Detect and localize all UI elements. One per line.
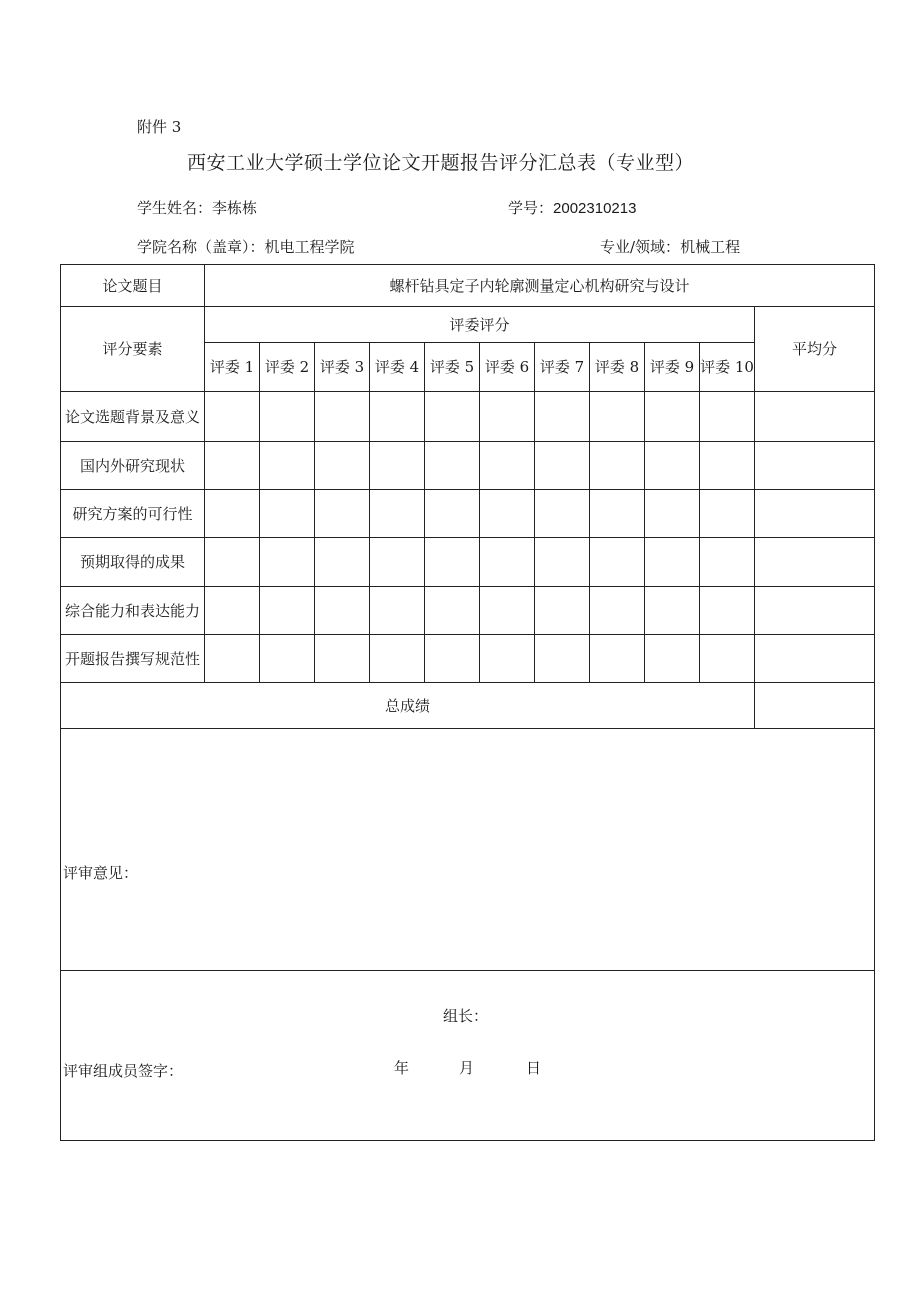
score-cell-judge-2[interactable]: [260, 442, 315, 490]
judge-header-6: 评委 6: [480, 343, 535, 392]
average-header: 平均分: [755, 307, 875, 392]
score-cell-judge-6[interactable]: [480, 635, 535, 683]
score-cell-judge-5[interactable]: [425, 587, 480, 635]
score-cell-judge-6[interactable]: [480, 538, 535, 587]
score-cell-judge-3[interactable]: [315, 587, 370, 635]
score-cell-judge-3[interactable]: [315, 538, 370, 587]
score-cell-judge-9[interactable]: [645, 442, 700, 490]
student-id-row: [508, 197, 636, 218]
members-cell[interactable]: [61, 971, 875, 1141]
score-cell-judge-9[interactable]: [645, 490, 700, 538]
score-cell-judge-3[interactable]: [315, 490, 370, 538]
score-cell-judge-6[interactable]: [480, 442, 535, 490]
major-label: 专业/领域：: [600, 238, 681, 256]
average-score-cell[interactable]: [755, 392, 875, 442]
score-cell-judge-5[interactable]: [425, 442, 480, 490]
review-label: 评审意见：: [63, 863, 139, 882]
student-id-label: 学号：: [508, 199, 554, 217]
score-cell-judge-7[interactable]: [535, 538, 590, 587]
student-name-value: 李栋栋: [212, 199, 258, 217]
review-row: [61, 729, 875, 971]
score-cell-judge-10[interactable]: [700, 490, 755, 538]
score-cell-judge-10[interactable]: [700, 538, 755, 587]
score-cell-judge-8[interactable]: [590, 490, 645, 538]
total-label: 总成绩: [61, 683, 755, 729]
attachment-label: 附件 3: [137, 118, 182, 136]
score-cell-judge-2[interactable]: [260, 538, 315, 587]
score-cell-judge-7[interactable]: [535, 490, 590, 538]
student-id-value: 2002310213: [553, 200, 637, 217]
score-cell-judge-6[interactable]: [480, 490, 535, 538]
page-title: 西安工业大学硕士学位论文开题报告评分汇总表（专业型）: [187, 152, 695, 174]
college-label: 学院名称（盖章）：: [137, 238, 265, 256]
score-cell-judge-2[interactable]: [260, 635, 315, 683]
score-cell-judge-4[interactable]: [370, 635, 425, 683]
score-cell-judge-1[interactable]: [205, 392, 260, 442]
student-name-row: [137, 197, 257, 218]
score-cell-judge-4[interactable]: [370, 587, 425, 635]
score-cell-judge-10[interactable]: [700, 442, 755, 490]
criteria-row: [61, 490, 875, 538]
major-value: 机械工程: [680, 238, 741, 256]
score-cell-judge-9[interactable]: [645, 392, 700, 442]
judge-header-1: 评委 1: [205, 343, 260, 392]
score-cell-judge-5[interactable]: [425, 538, 480, 587]
members-row: [61, 971, 875, 1141]
score-cell-judge-3[interactable]: [315, 635, 370, 683]
score-cell-judge-7[interactable]: [535, 635, 590, 683]
score-cell-judge-4[interactable]: [370, 538, 425, 587]
topic-row: [61, 265, 875, 307]
criteria-label: 研究方案的可行性: [61, 490, 205, 538]
criteria-row: [61, 392, 875, 442]
criteria-header: 评分要素: [61, 307, 205, 392]
score-cell-judge-1[interactable]: [205, 587, 260, 635]
score-cell-judge-7[interactable]: [535, 587, 590, 635]
criteria-row: [61, 587, 875, 635]
score-cell-judge-3[interactable]: [315, 442, 370, 490]
score-cell-judge-1[interactable]: [205, 538, 260, 587]
judge-header-9: 评委 9: [645, 343, 700, 392]
judge-header-2: 评委 2: [260, 343, 315, 392]
header-row-1: [61, 307, 875, 343]
score-cell-judge-5[interactable]: [425, 392, 480, 442]
score-cell-judge-2[interactable]: [260, 490, 315, 538]
total-row: [61, 683, 875, 729]
score-cell-judge-9[interactable]: [645, 587, 700, 635]
score-cell-judge-5[interactable]: [425, 635, 480, 683]
score-cell-judge-1[interactable]: [205, 490, 260, 538]
average-score-cell[interactable]: [755, 490, 875, 538]
judges-group-header: 评委评分: [205, 307, 755, 343]
score-cell-judge-4[interactable]: [370, 392, 425, 442]
score-cell-judge-9[interactable]: [645, 635, 700, 683]
judge-header-10: 评委 10: [700, 343, 755, 392]
criteria-row: [61, 442, 875, 490]
score-cell-judge-6[interactable]: [480, 587, 535, 635]
score-cell-judge-8[interactable]: [590, 392, 645, 442]
score-cell-judge-8[interactable]: [590, 442, 645, 490]
score-cell-judge-8[interactable]: [590, 587, 645, 635]
year-label: 年: [394, 1058, 410, 1077]
score-cell-judge-9[interactable]: [645, 538, 700, 587]
score-cell-judge-4[interactable]: [370, 442, 425, 490]
college-value: 机电工程学院: [264, 238, 355, 256]
score-cell-judge-10[interactable]: [700, 392, 755, 442]
leader-label: 组长：: [443, 1006, 489, 1025]
criteria-label: 国内外研究现状: [61, 442, 205, 490]
student-name-label: 学生姓名：: [137, 199, 213, 217]
score-cell-judge-2[interactable]: [260, 392, 315, 442]
topic-value: 螺杆钻具定子内轮廓测量定心机构研究与设计: [205, 265, 875, 307]
topic-label: 论文题目: [61, 265, 205, 307]
score-cell-judge-1[interactable]: [205, 442, 260, 490]
score-cell-judge-7[interactable]: [535, 442, 590, 490]
score-cell-judge-5[interactable]: [425, 490, 480, 538]
score-cell-judge-4[interactable]: [370, 490, 425, 538]
judge-header-3: 评委 3: [315, 343, 370, 392]
criteria-label: 开题报告撰写规范性: [61, 635, 205, 683]
average-score-cell[interactable]: [755, 635, 875, 683]
criteria-rows: [61, 392, 875, 683]
score-cell-judge-1[interactable]: [205, 635, 260, 683]
average-score-cell[interactable]: [755, 442, 875, 490]
score-table: [60, 264, 875, 1141]
criteria-row: [61, 635, 875, 683]
score-cell-judge-8[interactable]: [590, 538, 645, 587]
major-row: [600, 236, 740, 257]
criteria-row: [61, 538, 875, 587]
total-average-cell[interactable]: [755, 683, 875, 729]
score-cell-judge-3[interactable]: [315, 392, 370, 442]
judge-header-8: 评委 8: [590, 343, 645, 392]
score-cell-judge-6[interactable]: [480, 392, 535, 442]
score-cell-judge-10[interactable]: [700, 587, 755, 635]
college-row: [137, 236, 355, 257]
judge-header-5: 评委 5: [425, 343, 480, 392]
score-cell-judge-7[interactable]: [535, 392, 590, 442]
members-label: 评审组成员签字：: [63, 1061, 184, 1080]
judge-header-4: 评委 4: [370, 343, 425, 392]
day-label: 日: [526, 1058, 542, 1077]
criteria-label: 论文选题背景及意义: [61, 392, 205, 442]
score-cell-judge-10[interactable]: [700, 635, 755, 683]
average-score-cell[interactable]: [755, 587, 875, 635]
judge-header-7: 评委 7: [535, 343, 590, 392]
criteria-label: 综合能力和表达能力: [61, 587, 205, 635]
score-cell-judge-2[interactable]: [260, 587, 315, 635]
criteria-label: 预期取得的成果: [61, 538, 205, 587]
month-label: 月: [459, 1058, 475, 1077]
score-cell-judge-8[interactable]: [590, 635, 645, 683]
average-score-cell[interactable]: [755, 538, 875, 587]
